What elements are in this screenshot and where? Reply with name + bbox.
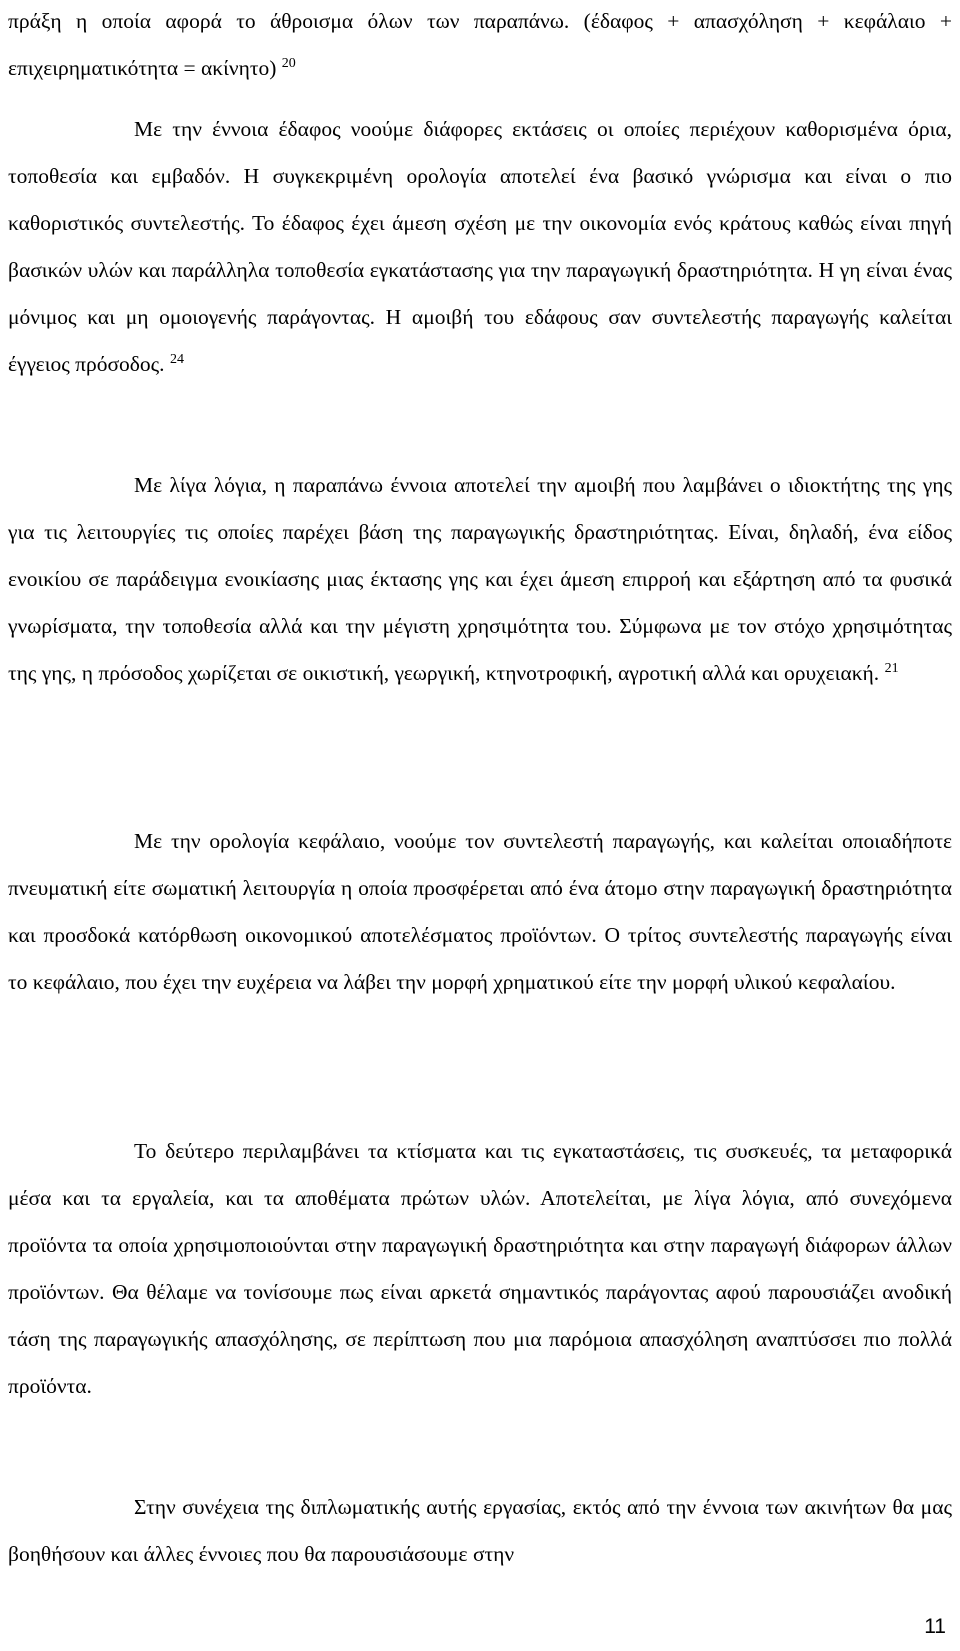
paragraph-text: Το δεύτερο περιλαμβάνει τα κτίσματα και τις εγκαταστάσεις, τις συσκευές, τα μεταφορικά μέσα και τα εργαλεία, και τα αποθέματα πρώτων υλών. Αποτελείται, με λίγα λόγια, από συνεχόμενα προϊόντα τα οποία χρησιμοποιούνται στην παραγωγική δραστηριότητα και στην παραγωγή διάφορων άλλων προϊόντων. Θα θέλαμε να τονίσουμε πως είναι αρκετά σημαντικός παράγοντας αφού παρουσιάζει ανοδική τάση της παραγωγικής απασχόλησης, σε περίπτωση που μια παρόμοια απασχόληση αναπτύσσει πιο πολλά προϊόντα. [8, 1139, 952, 1398]
paragraph-continuation-next [8, 1484, 952, 1578]
paragraph-text: Με λίγα λόγια, η παραπάνω έννοια αποτελεί την αμοιβή που λαμβάνει ο ιδιοκτήτης της γης για τις λειτουργίες τις οποίες παρέχει βάση της παραγωγικής δραστηριότητας. Είναι, δηλαδή, ένα είδος ενοικίου σε παράδειγμα ενοικίασης μιας έκτασης γης και έχει άμεση επιρροή και εξάρτηση από τα φυσικά γνωρίσματα, την τοποθεσία αλλά και την μέγιστη χρησιμότητα του. Σύμφωνα με τον στόχο χρησιμότητας της γης, η πρόσοδος χωρίζεται σε οικιστική, γεωργική, κτηνοτροφική, αγροτική αλλά και ορυχειακή. [8, 473, 952, 685]
paragraph-text: Με την ορολογία κεφάλαιο, νοούμε τον συντελεστή παραγωγής, και καλείται οποιαδήποτε πνευματική είτε σωματική λειτουργία η οποία προσφέρεται από ένα άτομο στην παραγωγική δραστηριότητα και προσδοκά κατόρθωση οικονομικού αποτελέσματος προϊόντων. Ο τρίτος συντελεστής παραγωγής είναι το κεφάλαιο, που έχει την ευχέρεια να λάβει την μορφή χρηματικού είτε την μορφή υλικού κεφαλαίου. [8, 829, 952, 994]
paragraph-physical-capital [8, 1128, 952, 1410]
paragraph-land-rent [8, 462, 952, 697]
footnote-ref: 21 [884, 660, 899, 676]
paragraph-text: Με την έννοια έδαφος νοούμε διάφορες εκτάσεις οι οποίες περιέχουν καθορισμένα όρια, τοποθεσία και εμβαδόν. Η συγκεκριμένη ορολογία αποτελεί ένα βασικό γνώρισμα και είναι ο πιο καθοριστικός συντελεστής. Το έδαφος έχει άμεση σχέση με την οικονομία ενός κράτους καθώς είναι πηγή βασικών υλών και παράλληλα τοποθεσία εγκατάστασης για την παραγωγική δραστηριότητα. Η γη είναι ένας μόνιμος και μη ομοιογενής παράγοντας. Η αμοιβή του εδάφους σαν συντελεστής παραγωγής καλείται έγγειος πρόσοδος. [8, 117, 952, 376]
footnote-ref: 24 [169, 351, 184, 367]
paragraph-land [8, 106, 952, 388]
paragraph-text: πράξη η οποία αφορά το άθροισμα όλων των παραπάνω. (έδαφος + απασχόληση + κεφάλαιο + επιχειρηματικότητα = ακίνητο) [8, 9, 952, 80]
paragraph-capital [8, 818, 952, 1006]
footnote-ref: 20 [281, 55, 296, 71]
paragraph-continuation [8, 0, 952, 92]
page-number: 11 [924, 1615, 946, 1638]
paragraph-text: Στην συνέχεια της διπλωματικής αυτής εργασίας, εκτός από την έννοια των ακινήτων θα μας βοηθήσουν και άλλες έννοιες που θα παρουσιάσουμε στην [8, 1495, 952, 1566]
